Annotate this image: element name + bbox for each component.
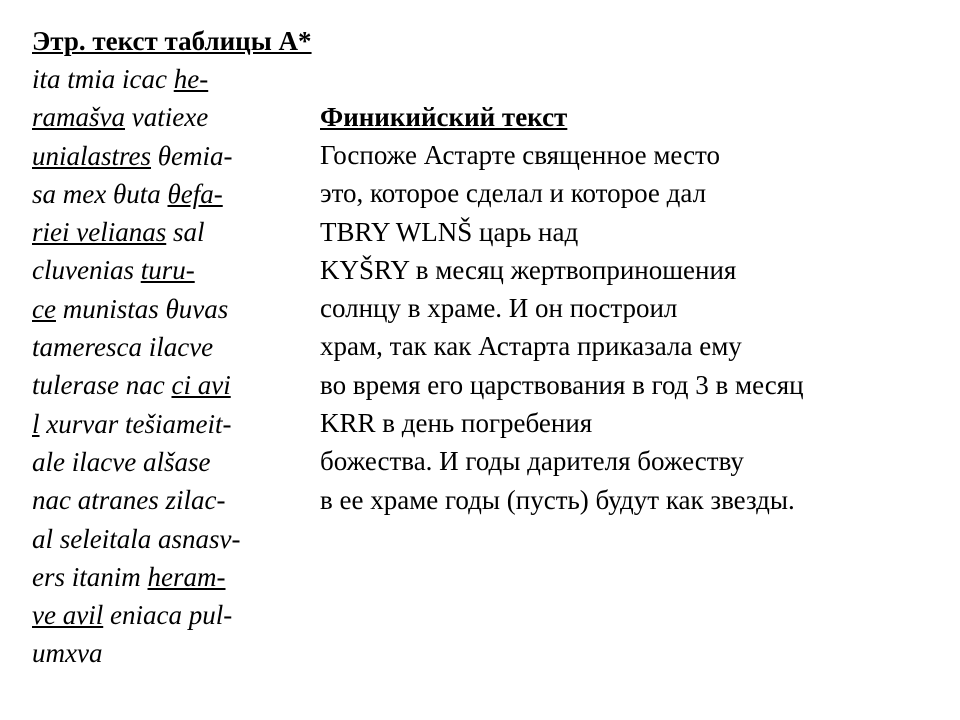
etruscan-line	[32, 290, 302, 328]
etruscan-text-segment: nac atranes zilac-	[32, 485, 226, 516]
etruscan-title: Этр. текст таблицы А*	[32, 26, 312, 56]
etruscan-line	[32, 634, 302, 672]
phoenician-line: KYŠRY в месяц жертвоприношения	[320, 254, 737, 285]
etruscan-underlined-word: l	[32, 408, 40, 439]
etruscan-text-segment: al seleitala asnasv-	[32, 523, 241, 554]
etruscan-underlined-word: θefa-	[167, 178, 223, 209]
etruscan-lines	[32, 60, 302, 673]
etruscan-underlined-word: ve avil	[32, 600, 104, 631]
phoenician-line: в ее храме годы (пусть) будут как звезды.	[320, 484, 795, 515]
etruscan-underlined-word: he-	[173, 64, 209, 94]
etruscan-text-segment: cluvenias	[32, 255, 141, 286]
etruscan-text-segment: umxva	[32, 638, 103, 669]
etruscan-underlined-word: ce	[32, 293, 56, 324]
phoenician-line: Госпоже Астарте священное место	[320, 140, 721, 170]
phoenician-lines	[320, 136, 940, 519]
etruscan-text-segment: eniaca pul-	[103, 600, 233, 631]
etruscan-text-segment: ita tmia icac	[32, 64, 174, 94]
etruscan-text-segment: xurvar tešiameit-	[39, 408, 232, 439]
etruscan-line	[32, 328, 302, 366]
etruscan-line	[32, 443, 302, 481]
etruscan-text-segment: ale ilacve alšase	[32, 446, 211, 477]
etruscan-underlined-word: ramašva	[32, 102, 125, 133]
phoenician-line: KRR в день погребения	[320, 408, 593, 439]
phoenician-line: божества. И годы дарителя божеству	[320, 446, 744, 477]
etruscan-underlined-word: turu-	[140, 255, 195, 286]
etruscan-text-segment: vatiexe	[125, 102, 209, 133]
phoenician-line: TBRY WLNŠ царь над	[320, 216, 579, 247]
phoenician-line: это, которое сделал и которое дал	[320, 178, 707, 209]
etruscan-line	[32, 405, 302, 443]
etruscan-line	[32, 213, 302, 251]
etruscan-line	[32, 251, 302, 289]
etruscan-text-segment: sal	[166, 217, 205, 248]
phoenician-line: во время его царствования в год 3 в месяц	[320, 369, 804, 400]
etruscan-line	[32, 520, 302, 558]
etruscan-text-segment: tulerase nac	[32, 370, 172, 401]
etruscan-line	[32, 60, 302, 98]
etruscan-underlined-word: ci avi	[171, 370, 231, 401]
etruscan-underlined-word: unialastres	[32, 140, 152, 171]
etruscan-line	[32, 366, 302, 404]
etruscan-line	[32, 137, 302, 175]
phoenician-line: храм, так как Астарта приказала ему	[320, 331, 742, 362]
etruscan-text-segment: tameresca ilacve	[32, 332, 214, 363]
etruscan-line	[32, 481, 302, 519]
etruscan-line	[32, 558, 302, 596]
etruscan-line	[32, 98, 302, 136]
etruscan-underlined-word: riei velianas	[32, 217, 167, 248]
etruscan-text-segment: munistas θuvas	[55, 293, 229, 324]
etruscan-text-segment: sa mex θuta	[32, 178, 168, 209]
etruscan-line	[32, 175, 302, 213]
etruscan-underlined-word: heram-	[147, 561, 226, 592]
etruscan-line	[32, 596, 302, 634]
etruscan-text-segment: θemia-	[151, 140, 233, 171]
phoenician-text-column	[320, 98, 940, 519]
phoenician-line: солнцу в храме. И он построил	[320, 293, 678, 324]
etruscan-text-column	[32, 22, 312, 673]
etruscan-text-segment: ers itanim	[32, 561, 148, 592]
phoenician-title: Финикийский текст	[320, 102, 568, 132]
